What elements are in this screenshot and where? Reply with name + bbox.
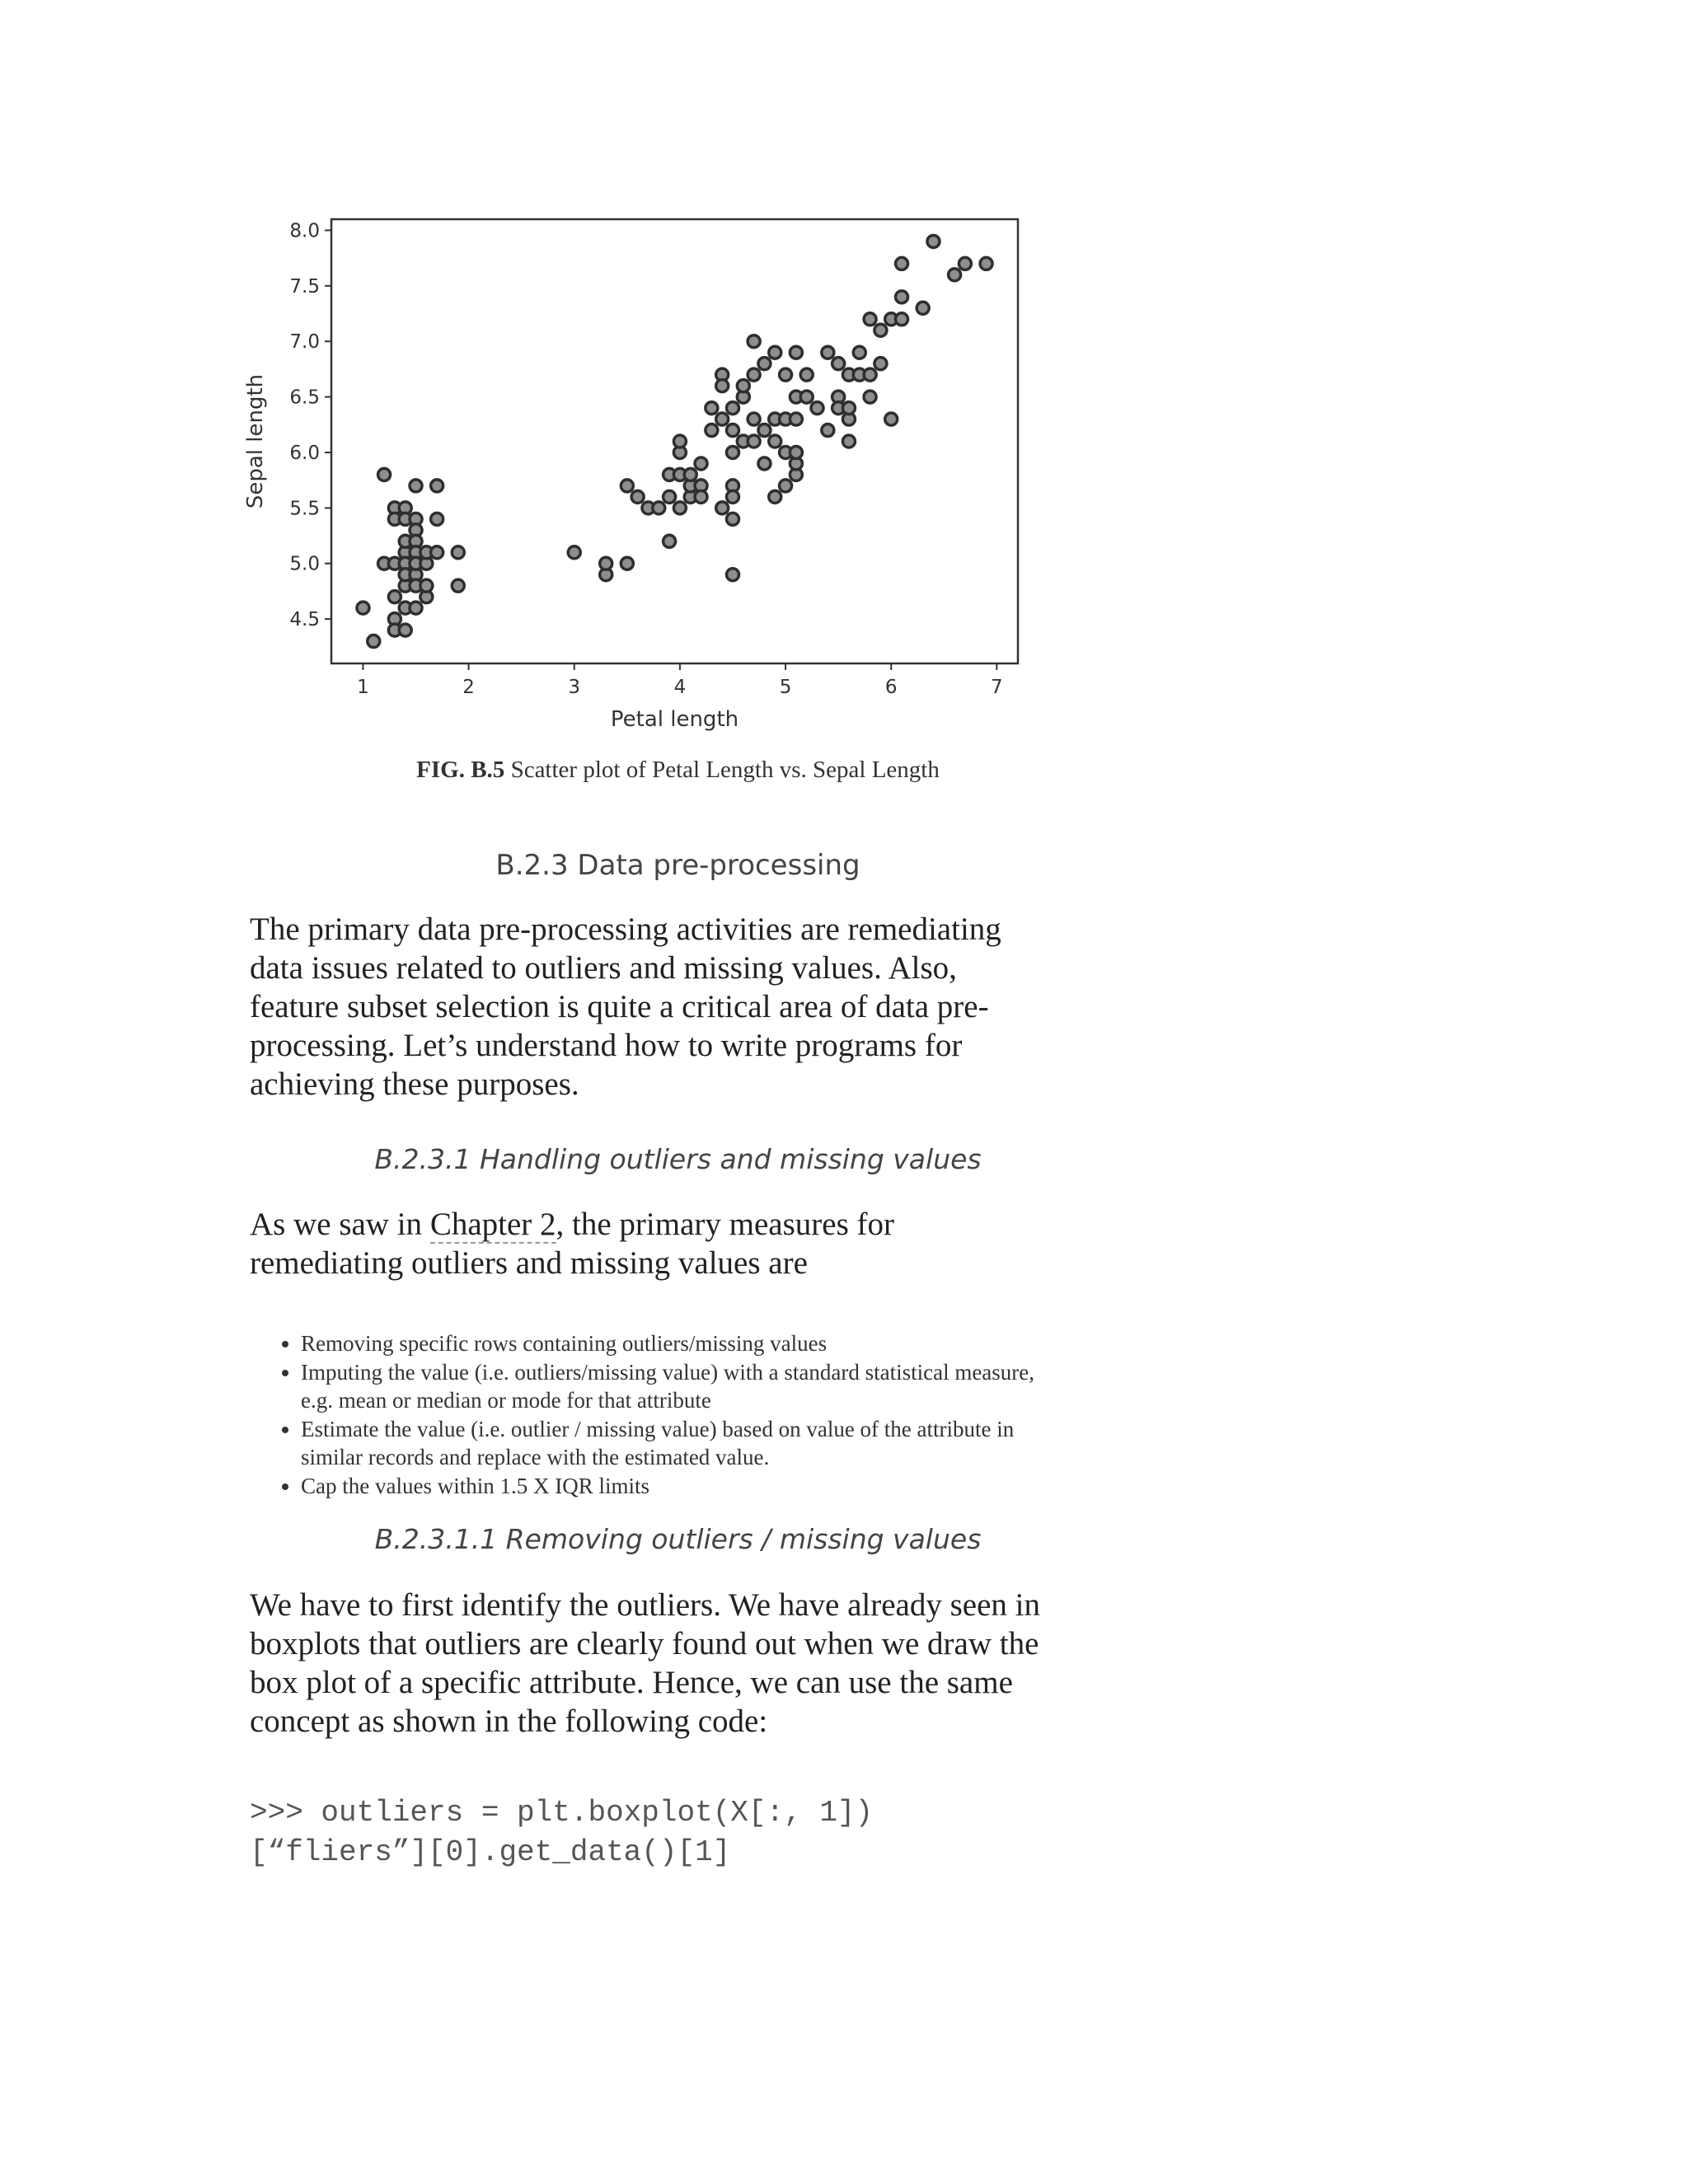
data-point <box>864 368 876 381</box>
subsubsection-heading: B.2.3.1.1 Removing outliers / missing values <box>374 1523 982 1555</box>
data-point <box>399 624 411 636</box>
data-point <box>706 424 718 437</box>
data-point <box>949 269 961 281</box>
data-point <box>769 346 781 359</box>
x-tick-label: 5 <box>779 677 792 698</box>
data-point <box>864 313 876 326</box>
y-tick-label: 5.5 <box>289 498 320 520</box>
data-point <box>748 435 760 448</box>
data-point <box>716 380 729 392</box>
y-axis-label: Sepal length <box>243 373 268 509</box>
data-point <box>790 413 802 425</box>
data-point <box>431 480 443 492</box>
data-point <box>653 502 665 514</box>
data-point <box>790 446 802 458</box>
data-point <box>811 402 823 415</box>
code-line-2: [“fliers”][0].get_data()[1] <box>250 1835 731 1869</box>
data-point <box>368 635 380 648</box>
figure-caption-text: Scatter plot of Petal Length vs. Sepal Length <box>510 757 940 783</box>
y-tick-label: 6.5 <box>289 387 320 409</box>
data-point <box>726 424 738 437</box>
data-point <box>748 413 760 425</box>
data-point <box>357 602 369 614</box>
x-axis-label: Petal length <box>610 707 739 732</box>
scatter-figure <box>239 206 1047 733</box>
data-point <box>896 257 908 269</box>
data-point <box>748 368 760 381</box>
data-point <box>726 513 738 525</box>
list-item: • Imputing the value (i.e. outliers/missing value) with a standard statistical measure, e.g. mean or median or mode for that attribute <box>301 1358 1041 1415</box>
data-point <box>716 413 729 425</box>
figure-caption-label: FIG. B.5 <box>416 757 505 783</box>
list-item: • Removing specific rows containing outliers/missing values <box>301 1329 1041 1358</box>
data-point <box>673 435 686 448</box>
data-point <box>896 291 908 303</box>
list-item: • Cap the values within 1.5 X IQR limits <box>301 1472 1041 1501</box>
x-tick-label: 7 <box>991 677 1003 698</box>
data-point <box>737 380 749 392</box>
scatter-plot <box>239 206 1047 733</box>
data-point <box>927 235 940 247</box>
data-point <box>800 368 813 381</box>
data-point <box>452 546 464 559</box>
y-tick-label: 6.0 <box>289 442 320 464</box>
chapter-2-link[interactable]: Chapter 2 <box>429 1207 556 1242</box>
list-item: • Estimate the value (i.e. outlier / missing value) based on value of the attribute in similar records and replace with the estimated value. <box>301 1415 1041 1472</box>
y-tick-label: 4.5 <box>289 609 320 631</box>
data-point <box>842 435 855 448</box>
data-point <box>726 490 738 503</box>
data-point <box>431 546 443 559</box>
data-point <box>706 402 718 415</box>
data-point <box>388 591 401 603</box>
data-point <box>726 402 738 415</box>
data-point <box>780 480 792 492</box>
x-tick-label: 3 <box>568 677 581 698</box>
y-tick-label: 8.0 <box>289 220 320 242</box>
subsection-paragraph-start: As we saw in <box>250 1207 430 1242</box>
y-tick-label: 7.5 <box>289 275 320 298</box>
data-point <box>420 579 433 592</box>
data-point <box>431 513 443 525</box>
data-point <box>673 502 686 514</box>
x-tick-label: 6 <box>884 677 898 698</box>
y-tick-label: 5.0 <box>289 553 320 575</box>
data-point <box>885 413 898 425</box>
data-point <box>663 490 676 503</box>
data-point <box>410 480 422 492</box>
subsection-heading: B.2.3.1 Handling outliers and missing values <box>374 1143 982 1175</box>
remediation-list <box>250 1329 1041 1500</box>
data-point <box>980 257 992 269</box>
data-point <box>822 424 834 437</box>
data-point <box>917 302 929 314</box>
data-point <box>410 602 422 614</box>
data-point <box>758 358 771 370</box>
data-point <box>758 457 771 470</box>
x-tick-label: 4 <box>673 677 687 698</box>
data-point <box>780 368 792 381</box>
data-point <box>758 424 771 437</box>
data-point <box>695 490 707 503</box>
x-tick-label: 2 <box>462 677 475 698</box>
subsection-paragraph <box>250 1205 1041 1282</box>
data-point <box>790 346 802 359</box>
subsubsection-paragraph: We have to first identify the outliers. We have already seen in boxplots that outliers are clearly found out when we draw the box plot of a specific attribute. Hence, we can use the same concept as shown in the following code: <box>250 1587 1041 1739</box>
x-tick-label: 1 <box>357 677 369 698</box>
intro-paragraph: The primary data pre-processing activities are remediating data issues related to outliers and missing values. Also, feature subset selection is quite a critical area of data pre-processing. Let’s understand how to write programs for achieving these purposes. <box>250 912 1001 1102</box>
data-point <box>896 313 908 326</box>
data-point <box>726 446 738 458</box>
code-line-1: >>> outliers = plt.boxplot(X[:, 1]) <box>250 1796 874 1830</box>
data-point <box>822 346 834 359</box>
data-point <box>716 502 729 514</box>
data-point <box>621 480 633 492</box>
data-point <box>800 391 813 403</box>
data-point <box>853 346 865 359</box>
data-point <box>600 557 612 569</box>
data-point <box>695 457 707 470</box>
data-point <box>748 335 760 348</box>
data-point <box>959 257 971 269</box>
data-point <box>568 546 580 559</box>
data-point <box>864 391 876 403</box>
data-point <box>684 468 696 480</box>
data-point <box>631 490 644 503</box>
figure-caption <box>0 757 1356 784</box>
y-tick-label: 7.0 <box>289 331 320 354</box>
subsection-paragraph-end: , the primary measures for remediating outliers and missing values are <box>250 1207 894 1281</box>
data-point <box>663 535 676 547</box>
code-block <box>250 1793 1074 1872</box>
data-point <box>874 358 887 370</box>
data-point <box>842 402 855 415</box>
data-point <box>874 324 887 336</box>
data-point <box>726 569 738 581</box>
data-point <box>378 468 391 480</box>
data-point <box>621 557 633 569</box>
data-point <box>452 579 464 592</box>
section-heading: B.2.3 Data pre-processing <box>495 849 860 882</box>
data-point <box>769 490 781 503</box>
data-point <box>769 435 781 448</box>
data-point <box>832 358 845 370</box>
